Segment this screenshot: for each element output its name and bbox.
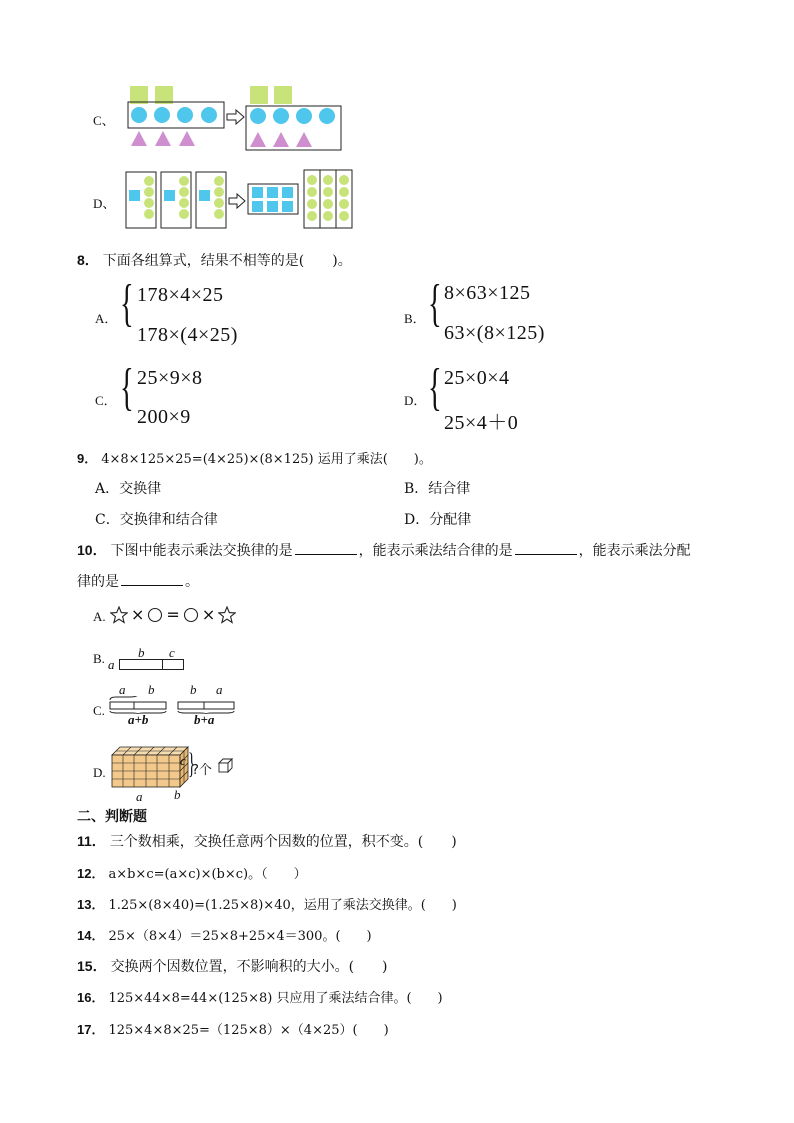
judge-number: 15． xyxy=(77,958,107,974)
judge-text: a×b×c=(a×c)×(b×c)。（ ） xyxy=(108,867,307,882)
q9-option-a-label: A． xyxy=(95,481,120,497)
q8-option-c-line2: 200×9 xyxy=(137,406,191,428)
q8-option-d-line2: 25×4＋0 xyxy=(444,412,519,434)
q7-option-d-figure xyxy=(124,168,356,230)
q8-option-d-brace: { xyxy=(428,359,442,416)
judge-item-12 xyxy=(77,863,307,882)
q8-stem xyxy=(77,250,352,270)
judge-item-15 xyxy=(77,956,388,976)
q8-option-a-line1: 178×4×25 xyxy=(137,284,224,306)
judge-text: 交换两个因数位置，不影响积的大小。( ) xyxy=(110,959,388,975)
q9-option-a xyxy=(95,478,161,498)
q10-option-c-sum1: a+b xyxy=(128,712,149,727)
q10-option-c-a1: a xyxy=(119,682,126,697)
q10-option-d-label: D. xyxy=(93,765,106,780)
star-icon xyxy=(110,606,128,624)
q9-option-b-label: B． xyxy=(404,481,429,497)
q10-blank-3[interactable] xyxy=(121,573,183,586)
q10-option-a-label: A. xyxy=(93,609,106,624)
q7-option-c-figure xyxy=(124,82,350,152)
q10-option-d-a: a xyxy=(136,789,143,804)
q10-stem-line1 xyxy=(77,540,691,560)
q10-option-c-b2: b xyxy=(190,682,197,697)
section-2-title: 二、判断题 xyxy=(77,808,147,824)
q8-option-a-line2: 178×(4×25) xyxy=(137,324,238,346)
q10-blank-2[interactable] xyxy=(515,542,577,555)
q8-option-b-line2: 63×(8×125) xyxy=(444,322,545,344)
circle-icon xyxy=(183,607,199,623)
judge-item-16 xyxy=(77,987,443,1006)
q7-option-d-label: D、 xyxy=(93,196,116,211)
q10-option-b-divider xyxy=(162,659,163,669)
judge-number: 16． xyxy=(77,990,105,1005)
q9-option-a-text: 交换律 xyxy=(119,481,162,497)
judge-item-11 xyxy=(77,831,457,851)
q9-option-d xyxy=(404,509,471,529)
q10-number: 10． xyxy=(77,542,107,558)
judge-item-17 xyxy=(77,1019,389,1038)
q10-option-d-b: b xyxy=(174,787,181,802)
q10-option-d-unit: ?个 xyxy=(192,763,212,778)
judge-text: 三个数相乘，交换任意两个因数的位置，积不变。( ) xyxy=(109,834,457,850)
q10-text-1: 下图中能表示乘法交换律的是 xyxy=(110,543,293,559)
q9-stem xyxy=(77,448,432,467)
q8-option-d-line1: 25×0×4 xyxy=(444,367,510,389)
q9-option-c-text: 交换律和结合律 xyxy=(119,512,218,528)
q10-option-b-b: b xyxy=(138,645,145,660)
q9-number: 9． xyxy=(77,451,98,466)
q10-option-b-label: B. xyxy=(93,651,105,666)
q8-option-b-brace: { xyxy=(428,275,442,332)
q8-option-b-line1: 8×63×125 xyxy=(444,282,531,304)
unit-cube-icon xyxy=(218,758,234,774)
q10-option-d-brace: } xyxy=(188,747,196,780)
judge-text: 125×4×8×25=（125×8）×（4×25）( ) xyxy=(108,1023,389,1038)
q10-option-a-times-2: × xyxy=(201,605,216,624)
circle-icon xyxy=(147,607,163,623)
q9-option-c xyxy=(95,509,218,529)
judge-number: 11． xyxy=(77,833,106,849)
q10-text-2: ，能表示乘法结合律的是 xyxy=(358,543,513,559)
q9-option-d-label: D． xyxy=(404,512,430,528)
judge-number: 13． xyxy=(77,897,105,912)
star-icon xyxy=(218,606,236,624)
q10-option-c-b1: b xyxy=(148,682,155,697)
q10-option-d-figure xyxy=(110,745,240,803)
q10-text-4: 律的是 xyxy=(77,574,119,590)
q10-text-3: ，能表示乘法分配 xyxy=(578,543,691,559)
q9-option-b xyxy=(404,478,470,498)
q8-option-c-label: C． xyxy=(95,393,117,408)
q8-option-a-label: A． xyxy=(95,311,118,326)
judge-number: 14． xyxy=(77,928,105,943)
judge-item-13 xyxy=(77,894,457,913)
judge-number: 17． xyxy=(77,1022,105,1037)
q10-option-a-figure xyxy=(110,605,236,624)
q8-option-c-brace: { xyxy=(120,359,134,416)
q9-option-c-label: C． xyxy=(95,512,120,528)
q10-option-b-a: a xyxy=(108,657,115,672)
q9-option-b-text: 结合律 xyxy=(428,481,471,497)
q10-option-d-cuboid xyxy=(110,745,200,791)
q8-text: 下面各组算式，结果不相等的是( )。 xyxy=(102,253,352,269)
q8-number: 8． xyxy=(77,252,99,268)
judge-text: 25×（8×4）＝25×8+25×4＝300。( ) xyxy=(108,929,372,944)
judge-item-14 xyxy=(77,925,372,944)
judge-text: 125×44×8=44×(125×8) 只应用了乘法结合律。( ) xyxy=(108,991,443,1006)
q9-text: 4×8×125×25=(4×25)×(8×125) 运用了乘法( )。 xyxy=(101,452,432,467)
q10-option-b-c: c xyxy=(169,645,175,660)
q8-option-c-line1: 25×9×8 xyxy=(137,367,203,389)
q10-option-d-c: c xyxy=(180,753,186,768)
q9-option-d-text: 分配律 xyxy=(429,512,472,528)
q8-option-b-label: B． xyxy=(404,311,426,326)
q10-option-a-times-1: × xyxy=(131,605,145,624)
judge-number: 12． xyxy=(77,866,105,881)
q10-option-c-figure xyxy=(108,682,238,726)
q8-option-a-brace: { xyxy=(120,275,134,332)
q10-text-5: 。 xyxy=(185,574,199,590)
q10-option-c-label: C. xyxy=(93,703,105,718)
q10-option-a-equals: = xyxy=(166,605,180,624)
judge-text: 1.25×(8×40)=(1.25×8)×40，运用了乘法交换律。( ) xyxy=(108,898,457,913)
q10-blank-1[interactable] xyxy=(295,542,357,555)
q10-option-c-sum2: b+a xyxy=(194,712,215,727)
q10-option-b-figure xyxy=(108,645,188,673)
q7-option-c-label: C、 xyxy=(93,113,115,128)
q10-stem-line2 xyxy=(77,571,199,591)
q8-option-d-label: D． xyxy=(404,393,427,408)
q10-option-c-a2: a xyxy=(216,682,223,697)
